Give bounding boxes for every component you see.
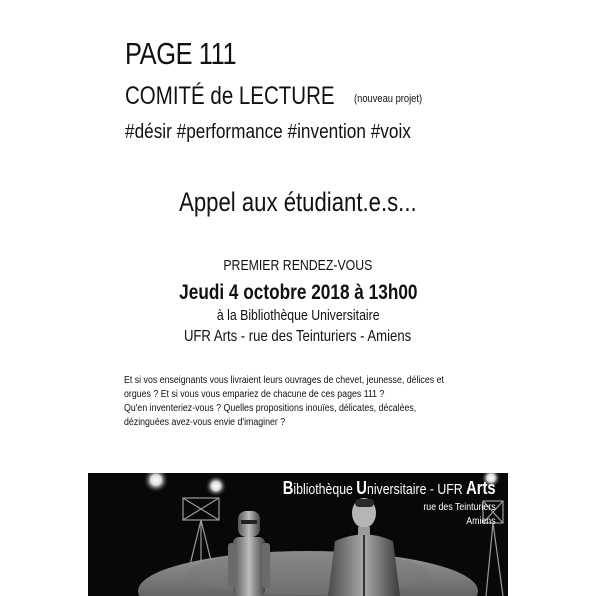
event-place-line2	[0, 328, 596, 346]
banner-text	[236, 478, 496, 527]
poster-title: PAGE 111	[125, 36, 237, 71]
event-date-text: Jeudi 4 octobre 2018 à 13h00	[178, 281, 418, 304]
banner-title-part: ibliothèque	[293, 481, 357, 498]
appel-text: Appel aux étudiant.e.s...	[179, 187, 417, 217]
banner-initial-u: U	[356, 478, 368, 498]
poster-subtitle: COMITÉ de LECTURE	[125, 82, 335, 110]
banner-city: Amiens	[466, 516, 496, 527]
description-paragraph	[124, 374, 504, 430]
event-place-line1-text: à la Bibliothèque Universitaire	[216, 307, 380, 324]
paragraph-line: orgues ? Et si vous vous empariez de chacune de ces pages 111 ?	[124, 389, 385, 400]
paragraph-line: Et si vos enseignants vous livraient leurs ouvrages de chevet, jeunesse, délices et	[124, 375, 444, 386]
event-place-line1	[0, 307, 596, 324]
appel-heading	[0, 187, 596, 218]
hashtags: #désir #performance #invention #voix	[125, 121, 411, 143]
event-place-line2-text: UFR Arts - rue des Teinturiers - Amiens	[184, 328, 412, 345]
banner-initial-b: B	[283, 478, 294, 498]
library-banner	[88, 473, 508, 596]
banner-street: rue des Teinturiers	[423, 502, 496, 513]
event-date	[0, 281, 596, 305]
event-label-text: PREMIER RENDEZ-VOUS	[223, 257, 373, 274]
subtitle-note: (nouveau projet)	[354, 93, 423, 105]
banner-title	[283, 478, 496, 499]
banner-arts: Arts	[466, 478, 496, 498]
banner-title-part: niversitaire - UFR	[367, 481, 467, 498]
event-label	[0, 257, 596, 274]
paragraph-line: Qu'en inventeriez-vous ? Quelles propositions inouïes, délicates, décalées,	[124, 403, 417, 414]
paragraph-line: dézinguées avez-vous envie d'imaginer ?	[124, 417, 286, 428]
